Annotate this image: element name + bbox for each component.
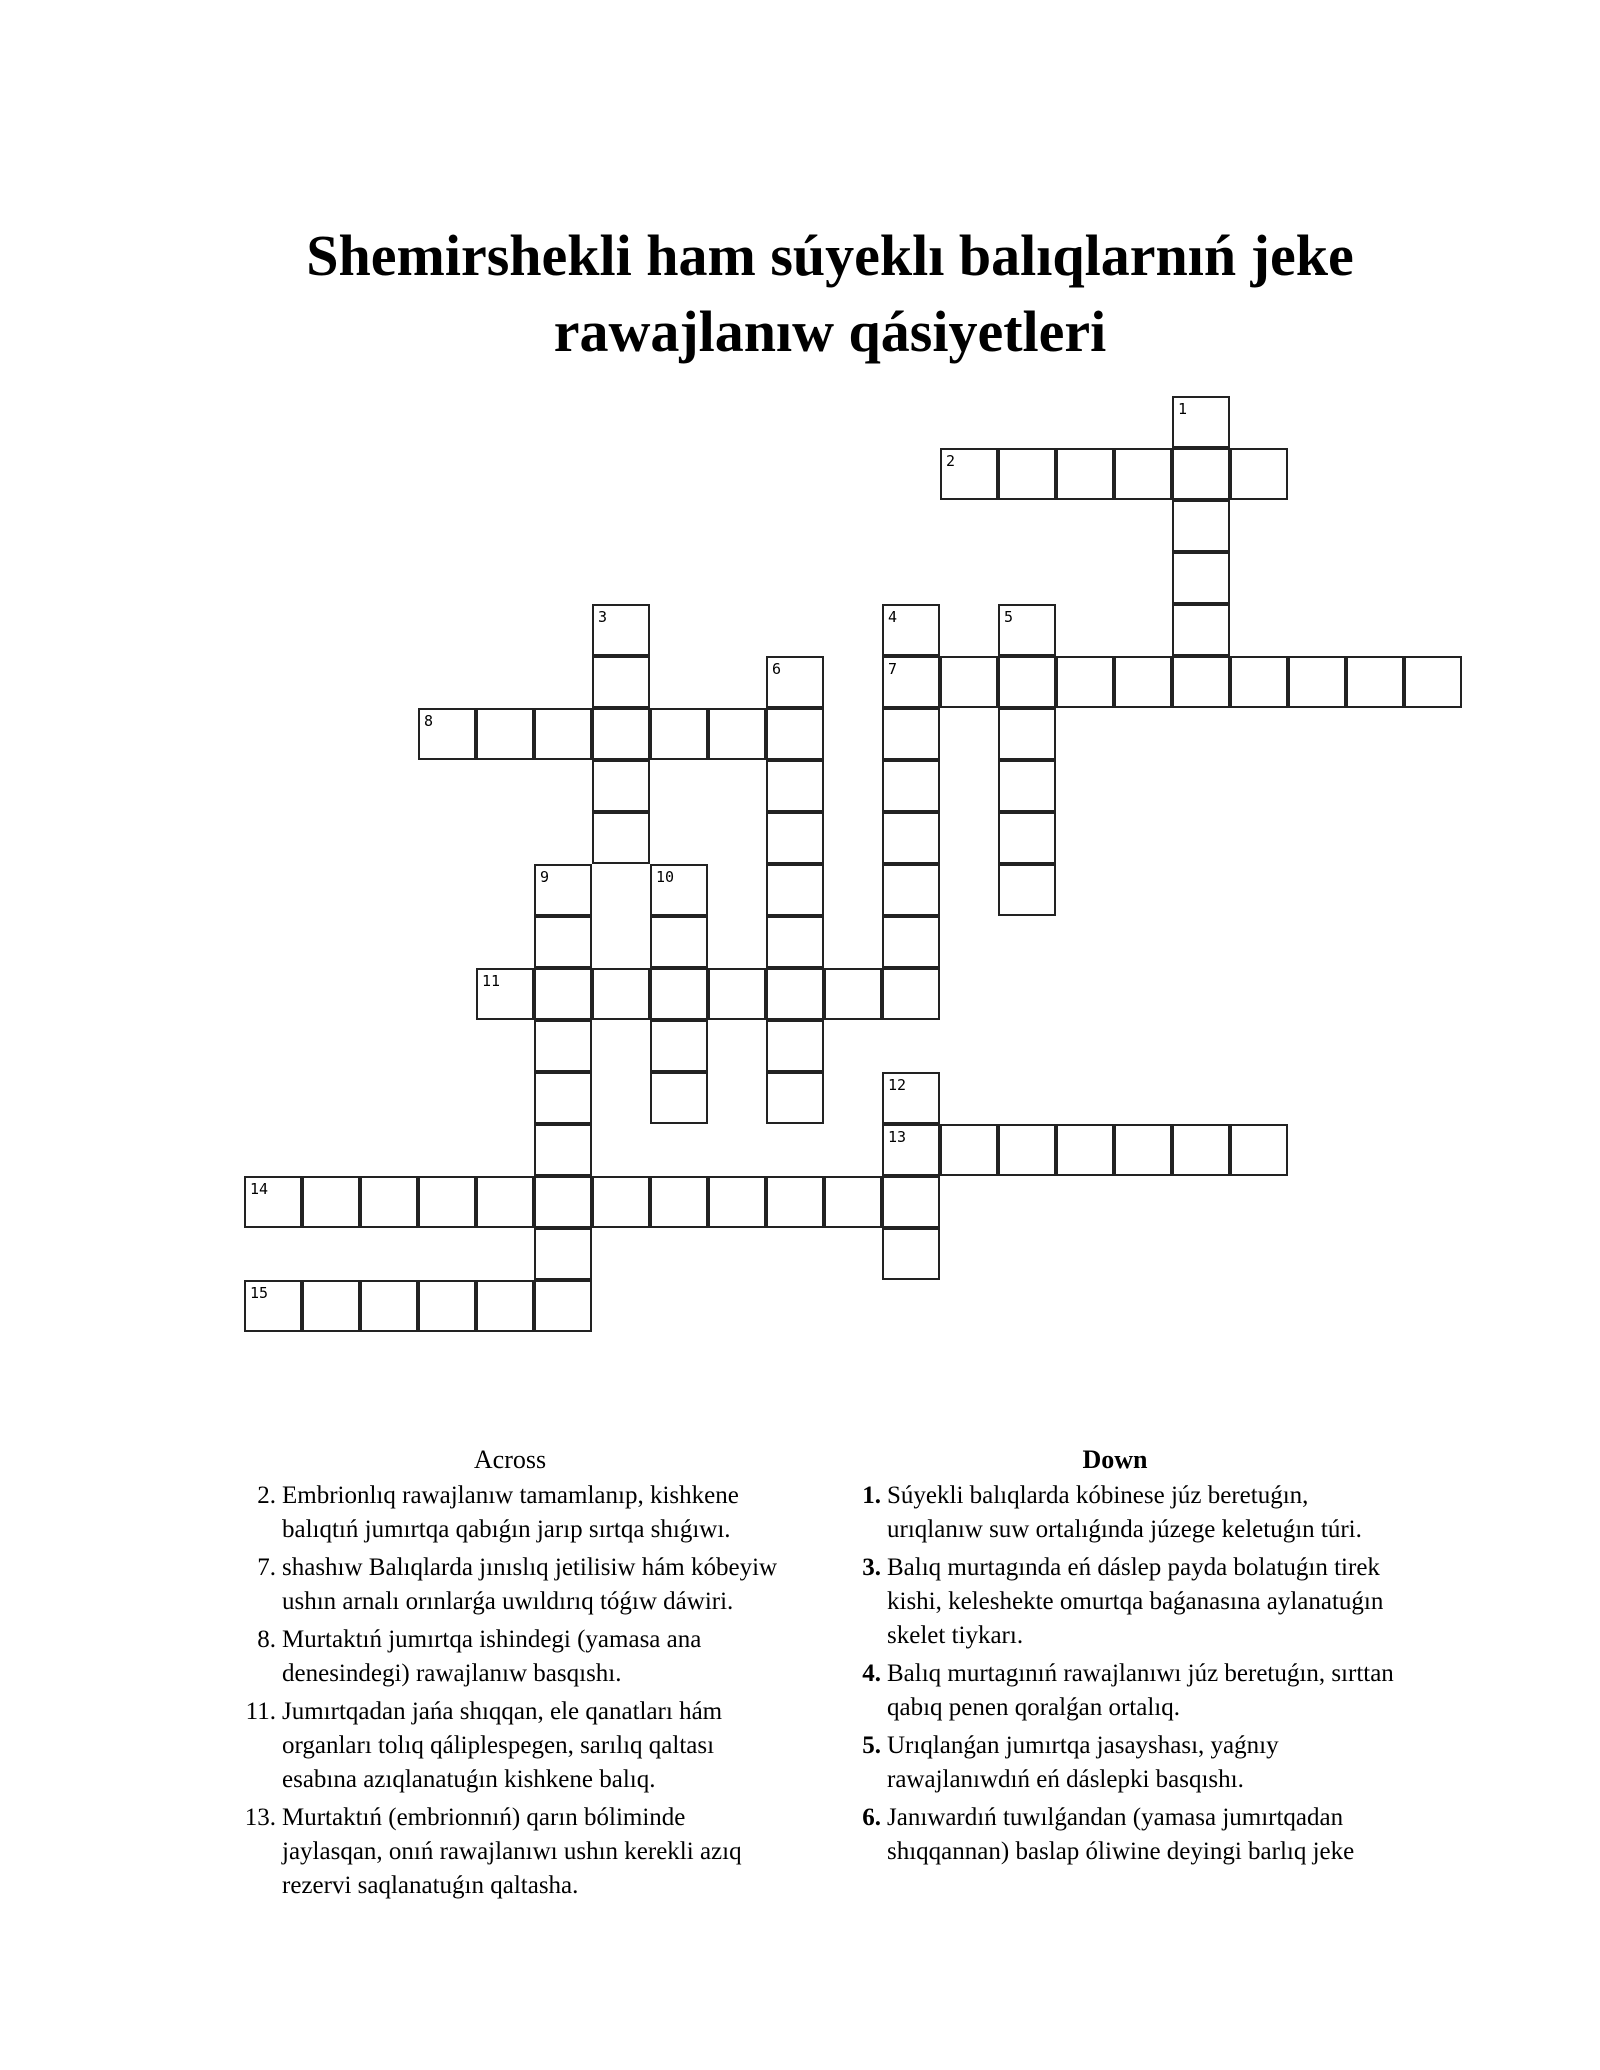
grid-cell[interactable] [1056, 448, 1114, 500]
grid-cell[interactable] [534, 1228, 592, 1280]
grid-cell[interactable] [476, 708, 534, 760]
grid-cell[interactable] [650, 968, 708, 1020]
grid-cell[interactable] [1056, 656, 1114, 708]
grid-cell[interactable] [1172, 500, 1230, 552]
grid-cell[interactable] [650, 1072, 708, 1124]
down-clue-3: 3. Balıq murtagında eń dáslep payda bolatuǵın tirek kishi, keleshekte omurtqa baǵanasına aylanatuǵın skelet tiykarı. [862, 1554, 1384, 1649]
down-clue-1: 1. Súyekli balıqlarda kóbinese júz beretuǵın, urıqlanıw suw ortalıǵında júzege keletuǵın túri. [862, 1482, 1362, 1543]
clue-number: 14 [250, 1180, 269, 1198]
grid-cell[interactable] [1172, 448, 1230, 500]
grid-cell[interactable] [1230, 1124, 1288, 1176]
clue-number: 5 [1004, 608, 1014, 626]
grid-cell[interactable] [476, 968, 534, 1020]
clue-number: 3 [598, 608, 608, 626]
grid-cell[interactable] [882, 864, 940, 916]
grid-cell[interactable] [650, 916, 708, 968]
grid-cell[interactable] [998, 812, 1056, 864]
grid-cell[interactable] [998, 604, 1056, 656]
grid-cell[interactable] [1230, 448, 1288, 500]
grid-cell[interactable] [1172, 604, 1230, 656]
grid-cell[interactable] [940, 1124, 998, 1176]
grid-cell[interactable] [592, 708, 650, 760]
grid-cell[interactable] [1346, 656, 1404, 708]
grid-cell[interactable] [766, 1072, 824, 1124]
across-clue-8: 8. Murtaktıń jumırtqa ishindegi (yamasa ana denesindegi) rawajlanıw basqıshı. [257, 1626, 702, 1687]
grid-cell[interactable] [1288, 656, 1346, 708]
clue-number: 4 [888, 608, 898, 626]
grid-cell[interactable] [882, 1072, 940, 1124]
clue-number: 7 [888, 660, 898, 678]
page-title: Shemirshekli ham súyeklı balıqlarnıń jeke rawajlanıw qásiyetleri [306, 223, 1354, 364]
clue-number: 12 [888, 1076, 907, 1094]
grid-cell[interactable] [1230, 656, 1288, 708]
grid-cell[interactable] [244, 1280, 302, 1332]
grid-cell[interactable] [882, 708, 940, 760]
grid-cell[interactable] [302, 1280, 360, 1332]
grid-cell[interactable] [592, 1176, 650, 1228]
grid-cell[interactable] [360, 1280, 418, 1332]
grid-cell[interactable] [1114, 448, 1172, 500]
grid-cell[interactable] [998, 708, 1056, 760]
grid-cell[interactable] [882, 812, 940, 864]
grid-cell[interactable] [534, 1072, 592, 1124]
grid-cell[interactable] [534, 1020, 592, 1072]
down-heading: Down [1082, 1445, 1148, 1474]
grid-cell[interactable] [1172, 1124, 1230, 1176]
grid-cell[interactable] [650, 708, 708, 760]
across-heading: Across [473, 1445, 547, 1474]
grid-cell[interactable] [592, 968, 650, 1020]
grid-cell[interactable] [882, 968, 940, 1020]
clue-number: 10 [656, 868, 675, 886]
across-clue-7: 7. shashıw Balıqlarda jınıslıq jetilisiw hám kóbeyiw ushın arnalı orınlarǵa uwıldırıq tóǵıw dáwiri. [257, 1554, 778, 1615]
grid-cell[interactable] [882, 1124, 940, 1176]
across-clue-2: 2. Embrionlıq rawajlanıw tamamlanıp, kishkene balıqtıń jumırtqa qabıǵın jarıp sırtqa shıǵıwı. [257, 1482, 739, 1543]
grid-cell[interactable] [824, 968, 882, 1020]
down-clue-6: 6. Janıwardıń tuwılǵandan (yamasa jumırtqadan shıqqannan) baslap óliwine deyingi barlıq jeke [862, 1804, 1355, 1865]
grid-cell[interactable] [1404, 656, 1462, 708]
grid-cell[interactable] [766, 1020, 824, 1072]
grid-cell[interactable] [882, 604, 940, 656]
grid-cell[interactable] [998, 1124, 1056, 1176]
grid-cell[interactable] [766, 1176, 824, 1228]
clue-number: 8 [424, 712, 434, 730]
grid-cell[interactable] [592, 760, 650, 812]
grid-cell[interactable] [244, 1176, 302, 1228]
grid-cell[interactable] [766, 708, 824, 760]
grid-cell[interactable] [882, 1176, 940, 1228]
grid-cell[interactable] [534, 864, 592, 916]
clue-number: 6 [772, 660, 782, 678]
grid-cell[interactable] [708, 708, 766, 760]
grid-cell[interactable] [766, 812, 824, 864]
grid-cell[interactable] [766, 656, 824, 708]
grid-cell[interactable] [998, 448, 1056, 500]
clue-number: 9 [540, 868, 550, 886]
across-clue-11: 11. Jumırtqadan jańa shıqqan, ele qanatları hám organları tolıq qáliplespegen, sarılıq qaltası esabına azıqlanatuǵın kishkene balıq. [245, 1698, 723, 1793]
down-clue-4: 4. Balıq murtagınıń rawajlanıwı júz beretuǵın, sırttan qabıq penen qoralǵan ortalıq. [862, 1660, 1394, 1721]
grid-cell[interactable] [940, 448, 998, 500]
grid-cell[interactable] [1114, 1124, 1172, 1176]
grid-cell[interactable] [708, 1176, 766, 1228]
grid-cell[interactable] [882, 760, 940, 812]
grid-cell[interactable] [766, 968, 824, 1020]
grid-cell[interactable] [360, 1176, 418, 1228]
grid-cell[interactable] [534, 1176, 592, 1228]
down-clue-5: 5. Urıqlanǵan jumırtqa jasayshası, yaǵnıy rawajlanıwdıń eń dáslepki basqıshı. [862, 1732, 1279, 1793]
clue-number: 15 [250, 1284, 269, 1302]
grid-cell[interactable] [1114, 656, 1172, 708]
grid-cell[interactable] [592, 812, 650, 864]
grid-cell[interactable] [592, 604, 650, 656]
grid-cell[interactable] [476, 1280, 534, 1332]
across-clue-13: 13. Murtaktıń (embrionnıń) qarın bóliminde jaylasqan, onıń rawajlanıwı ushın kerekli azıq rezervi saqlanatuǵın qaltasha. [244, 1804, 742, 1899]
grid-cell[interactable] [882, 656, 940, 708]
across-clues [230, 1443, 790, 1907]
grid-cell[interactable] [592, 656, 650, 708]
grid-cell[interactable] [998, 760, 1056, 812]
grid-cell[interactable] [766, 760, 824, 812]
grid-cell[interactable] [418, 1176, 476, 1228]
grid-cell[interactable] [650, 1176, 708, 1228]
grid-cell[interactable] [534, 708, 592, 760]
grid-cell[interactable] [534, 916, 592, 968]
grid-cell[interactable] [882, 1228, 940, 1280]
grid-cell[interactable] [998, 656, 1056, 708]
grid-cell[interactable] [766, 864, 824, 916]
grid-cell[interactable] [534, 1280, 592, 1332]
grid-cell[interactable] [940, 656, 998, 708]
grid-cell[interactable] [998, 864, 1056, 916]
grid-cell[interactable] [766, 916, 824, 968]
clue-number: 1 [1178, 400, 1188, 418]
grid-cell[interactable] [534, 1124, 592, 1176]
grid-cell[interactable] [1172, 552, 1230, 604]
grid-cell[interactable] [650, 864, 708, 916]
grid-cell[interactable] [302, 1176, 360, 1228]
grid-cell[interactable] [708, 968, 766, 1020]
down-clues [835, 1443, 1395, 1873]
grid-cell[interactable] [824, 1176, 882, 1228]
clue-number: 2 [946, 452, 956, 470]
grid-cell[interactable] [1172, 396, 1230, 448]
grid-cell[interactable] [650, 1020, 708, 1072]
grid-cell[interactable] [534, 968, 592, 1020]
grid-cell[interactable] [418, 708, 476, 760]
grid-cell[interactable] [1056, 1124, 1114, 1176]
grid-cell[interactable] [1172, 656, 1230, 708]
grid-cell[interactable] [418, 1280, 476, 1332]
grid-cell[interactable] [476, 1176, 534, 1228]
grid-cell[interactable] [882, 916, 940, 968]
clue-number: 11 [482, 972, 501, 990]
clue-number: 13 [888, 1128, 907, 1146]
